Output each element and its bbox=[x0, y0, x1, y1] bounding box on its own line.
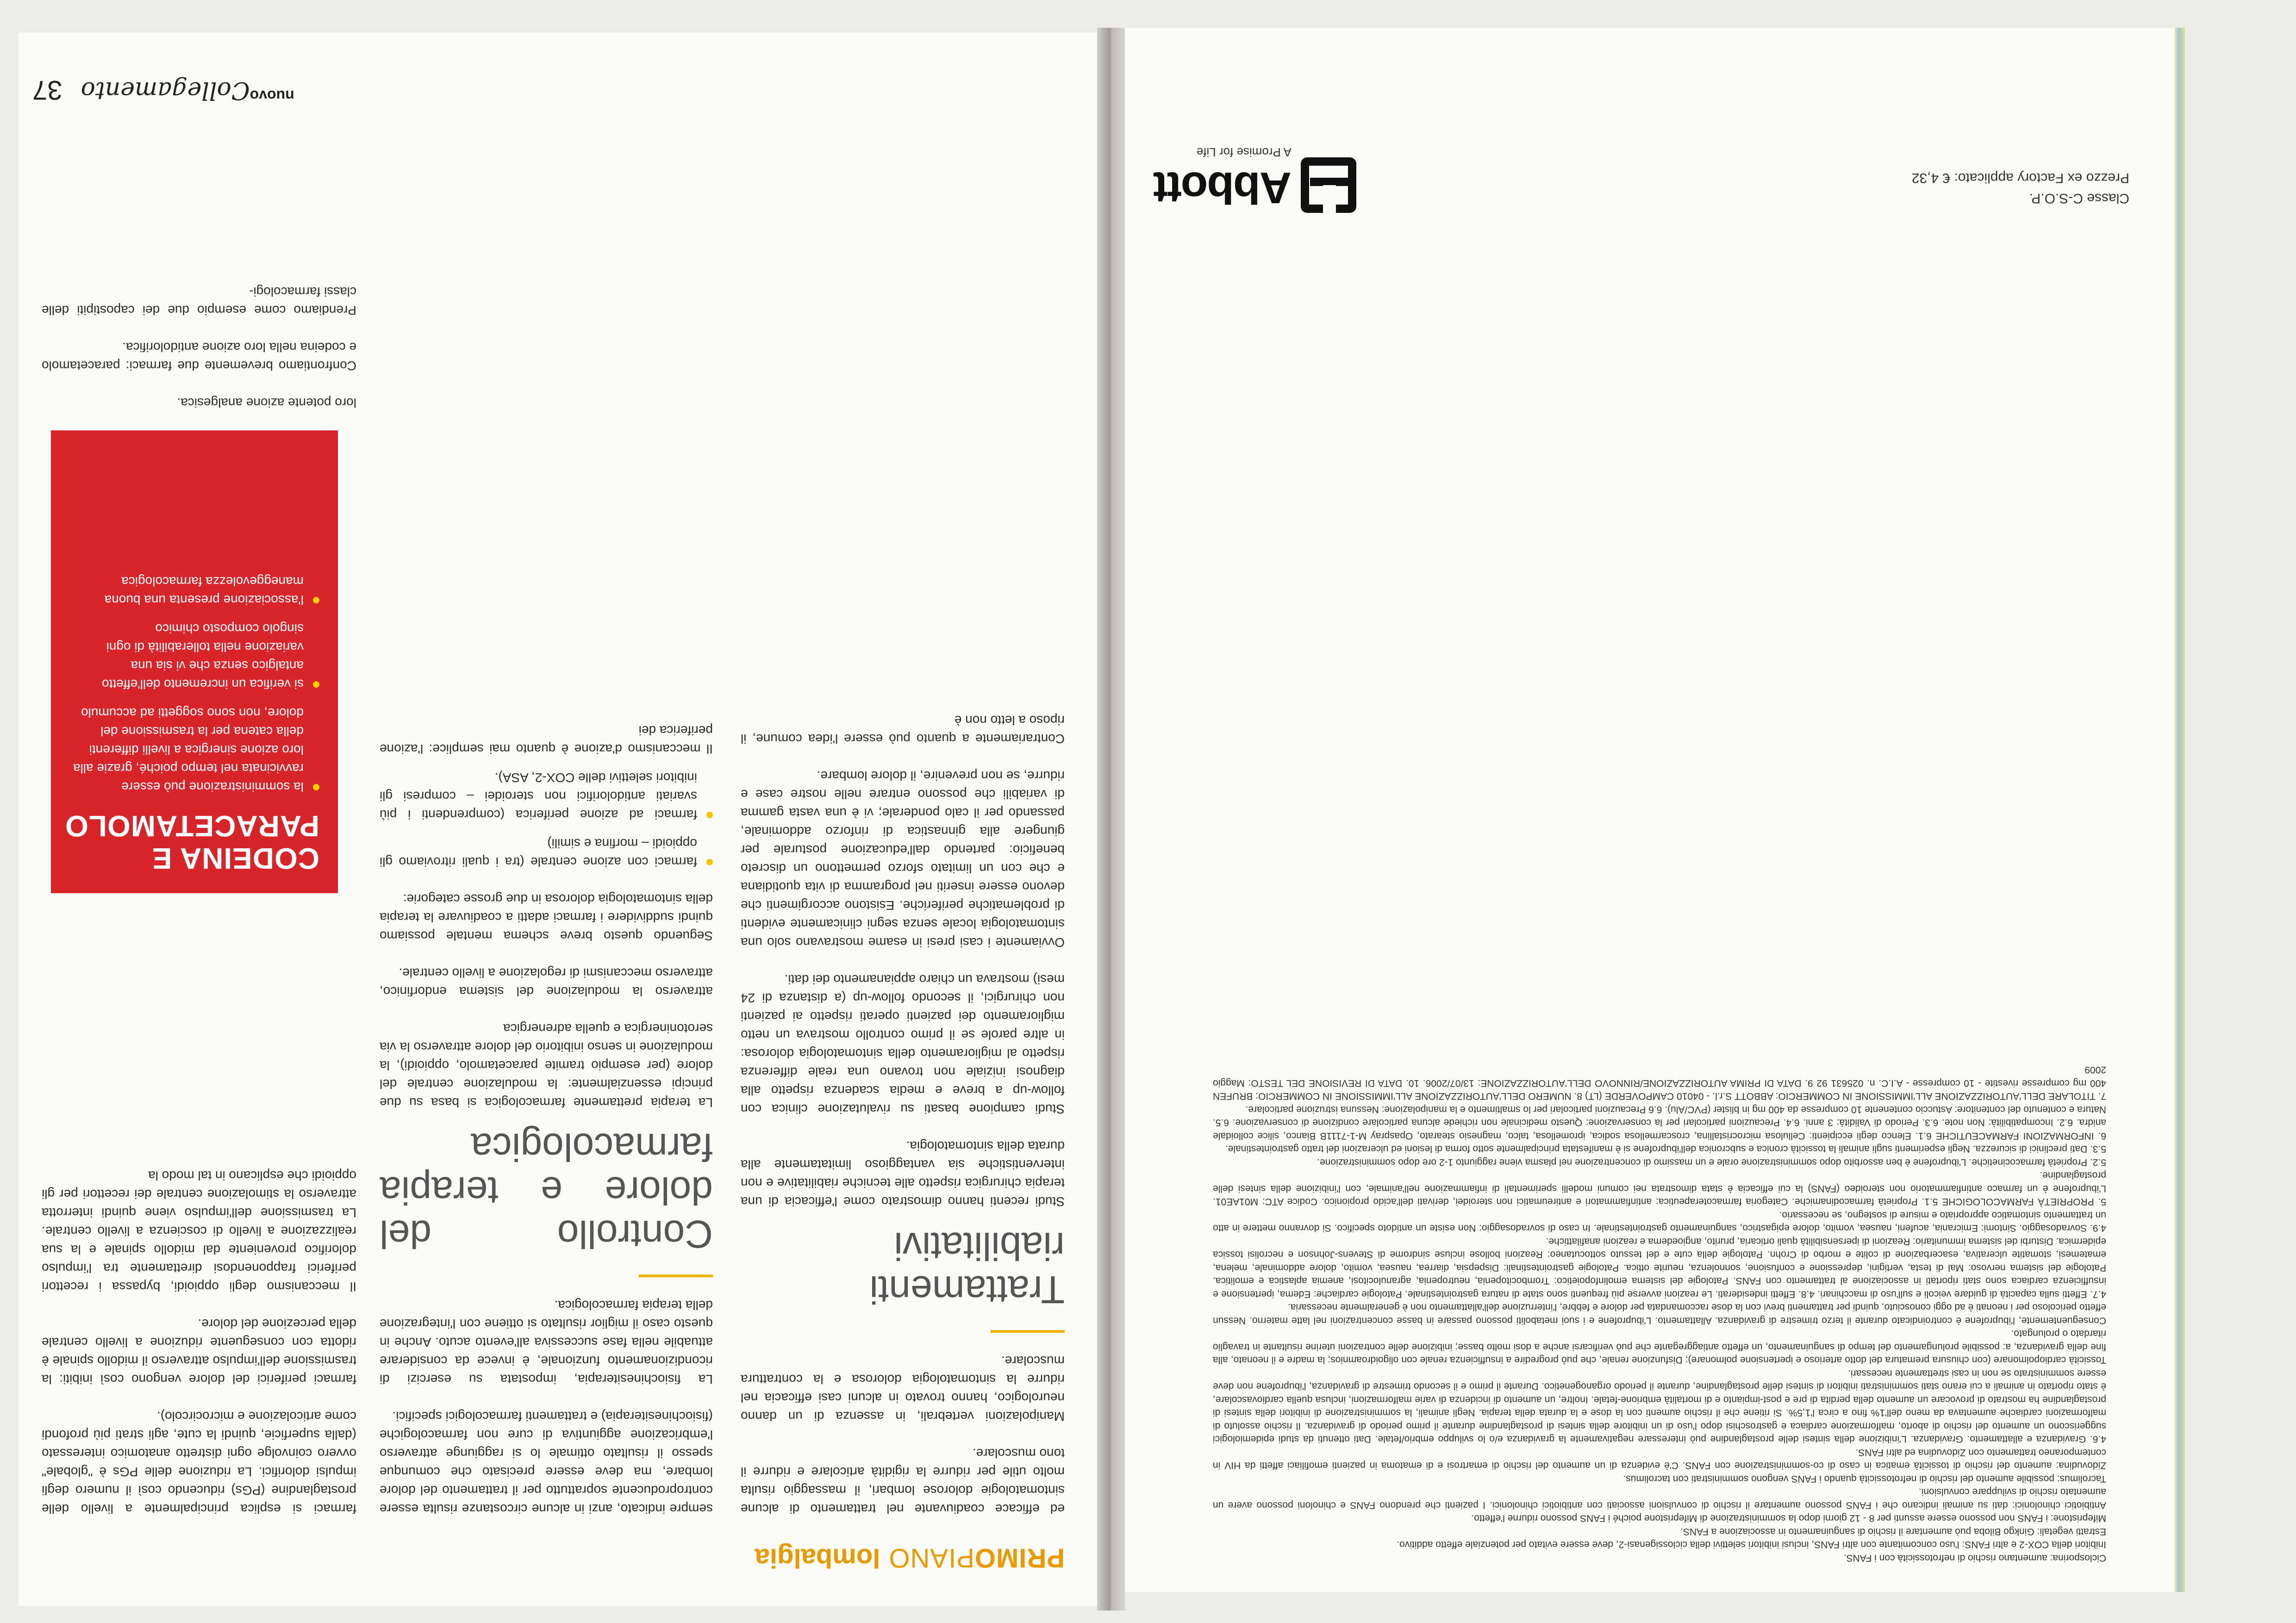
article-paragraph: Il meccanismo degli oppioidi, bypassa i recettori periferici frapponendosi direttamente tra l'impulso dolorifico proveniente dal midollo spinale e la sua realizzazione a livello di coscienza a livello centrale. La trasmissione dell'impulso viene quindi interrotta attraverso la stimolazione centrale dei recettori per gli oppioidi che esplicano in tal modo la bbox=[42, 1169, 356, 1294]
bullet-text: l'associazione presenta una buona maneggevolezza farmacologica bbox=[104, 574, 304, 607]
article-paragraph: La terapia prettamente farmacologica si basa su due principi essenzialmente: la modulazione centrale del dolore (per esempio tramite paracetamolo, oppioidi), la modulazione in senso inibitorio del dolore attraverso la via serotoninergica e quella adrenergica bbox=[380, 1021, 713, 1110]
price-class: Classe C-S.O.P. bbox=[2029, 191, 2129, 206]
bullet-dot bbox=[706, 859, 713, 865]
abbott-logo-icon bbox=[1301, 157, 1356, 213]
article-column-1-tail bbox=[42, 264, 356, 412]
sidebar-bullet bbox=[69, 703, 319, 796]
article-paragraph: sempre indicato, anzi in alcune circostanze risulta essere controproducente soprattutto per il trattamento del dolore lombare, ma deve essere precisato che comunque spesso il risultato ottimale lo si raggiunge attraverso l'embricazione aggiuntiva di cure non farmacologiche (fisiochinesiterapia) e trattamenti farmacologici specifici. bbox=[380, 1409, 713, 1516]
article-paragraph: Contrariamente a quanto può essere l'idea comune, il riposo a letto non è bbox=[741, 713, 1065, 746]
drug-leaflet-text bbox=[1213, 1063, 2106, 1564]
leaflet-paragraph: Ciclosporina: aumentano rischio di nefrotossicità con i FANS. bbox=[1843, 1553, 2106, 1563]
sidebar-bullet bbox=[69, 619, 319, 693]
bullet-dot bbox=[313, 681, 319, 688]
leaflet-paragraph: 4.6. Gravidanza e allattamento. Gravidanza. L'inibizione della sintesi delle prostaglandine può interessare negativamente la gravidanza e/o lo sviluppo embrio/fetale. Dati ottenuti da studi epidemiologici suggeriscono un aumento del rischio di aborto, malformazione cardiaca e gastroschisi dopo l'uso di un inibitore della sintesi di prostaglandine durante il primo periodo di gravidanza. Il rischio assoluto di malformazioni cardiache aumentava da meno dell'1% fino a circa l'1,5%. Si ritiene che il rischio aumenti con la dose e la durata della terapia. Negli animali, la somministrazione di inibitori della sintesi di prostaglandine ha mostrato di provocare un aumento della perdita di pre e post-impianto e di mortalità embrione-fetale. Inoltre, un aumento di incidenza di varie malformazioni, inclusa quella cardiovascolare, è stato riportato in animali a cui erano stati somministrati inibitori di sintesi delle prostaglandine, durante il periodo organogenetico. Durante il primo e il secondo trimestre di gravidanza, l'ibuprofene non deve essere somministrato se non in casi strettamente necessari. bbox=[1213, 1368, 2106, 1445]
bullet-text: la somministrazione può essere ravvicinata nel tempo poiché, grazie alla loro azione sinergica a livelli differenti della catena per la trasmissione del dolore, non sono soggetti ad accumulo bbox=[73, 706, 304, 794]
leaflet-paragraph: Estratti vegetali: Ginkgo Biloba può aumentare il rischio di sanguinamento in associazione a FANS. bbox=[1680, 1526, 2106, 1537]
left-page-rotated-content bbox=[19, 32, 1097, 1606]
abbott-logo bbox=[1154, 134, 1356, 218]
page-gutter bbox=[1097, 28, 1125, 1611]
article-paragraph: Il meccanismo d'azione è quanto mai semplice: l'azione periferica dei bbox=[380, 723, 713, 756]
subhead-rule bbox=[639, 1275, 713, 1277]
magazine-name bbox=[81, 76, 294, 104]
subhead-rule bbox=[991, 1330, 1065, 1333]
page-number-block bbox=[32, 69, 294, 111]
page-number: 37 bbox=[32, 75, 62, 106]
article-paragraph: farmaci si esplica principalmente a livello delle prostaglandine (PGs) riducendo così il numero degli impulsi dolorifici. La riduzione delle PGs è "globale" ovvero coinvolge ogni distretto anatomico interessato (dalla superficie, quindi la cute, agli strati più profondi come articolazione e microcircolo). bbox=[42, 1409, 356, 1516]
left-page bbox=[19, 32, 1097, 1606]
leaflet-paragraph: Inibitori della COX-2 e altri FANS: l'uso concomitante con altri FANS, inclusi inibitori selettivi della ciclossigenasi-2, deve essere evitato per potenziale effetto additivo. bbox=[1397, 1539, 2106, 1550]
bullet-item bbox=[380, 768, 713, 824]
magazine-prefix: nuovo bbox=[250, 87, 294, 104]
bullet-text: si verifica un incremento dell'effetto antalgico senza che vi sia una variazione nella tollerabilità di ogni singolo composto chimico bbox=[102, 622, 304, 691]
subhead-controllo-dolore: Controllo del dolore e terapia farmacologica bbox=[380, 1126, 713, 1256]
leaflet-paragraph: 4.9. Sovradosaggio. Sintomi: Emicrania, acufeni, nausea, vomito, dolore epigastrico, sanguinamento gastrointestinale. In caso di sovradosaggio: Non esiste un antidoto specifico. Si dovranno mettere in atto un trattamento sintomatico appropriato e misure di sostegno, se necessario. bbox=[1213, 1210, 2106, 1234]
article-paragraph: attraverso la modulazione del sistema endorfinico, attraverso meccanismi di regolazione a livello centrale. bbox=[380, 966, 713, 999]
article-paragraph: Seguendo questo breve schema mentale possiamo quindi suddividere i farmaci adatti a coadiuvare la terapia della sintomatologia dolorosa in due grosse categorie: bbox=[380, 892, 713, 943]
article-column-2 bbox=[380, 703, 713, 1518]
leaflet-paragraph: 5.2. Proprietà farmacocinetiche. L'ibuprofene è ben assorbito dopo somministrazione orale e un massimo di concentrazione nel plasma viene raggiunto 1-2 ore dopo somministrazione. bbox=[1317, 1157, 2106, 1168]
codeina-paracetamolo-box bbox=[51, 430, 338, 893]
leaflet-paragraph: Conseguentemente, l'ibuprofene è controindicato durante il terzo trimestre di gravidanza. Allattamento. L'ibuprofene e i suoi metaboliti possono passare in basse concentrazioni nel latte materno. Nessun effetto pericoloso per i neonati è ad oggi conosciuto, quindi per trattamenti brevi con la dose raccomandata per dolore e febbre, l'interruzione dell'allattamento non è generalmente necessaria. bbox=[1213, 1302, 2106, 1326]
subhead-trattamenti: Trattamenti riabilitativi bbox=[869, 1225, 1065, 1312]
leaflet-paragraph: Tacrolimus: possibile aumento del rischio di nefrotossicità quando i FANS vengono somministrati con tacrolimus. bbox=[1623, 1474, 2106, 1484]
leaflet-paragraph: 6. INFORMAZIONI FARMACEUTICHE 6.1. Elenco degli eccipienti: Cellulosa microcristallina, croscarmellosa sodica, ipromellosa, talco, magnesio stearato, Opaspray M-1-7111B Bianco, silice colloidale anidra. 6.2. Incompatibilità: Non note. 6.3. Periodo di Validità: 3 anni. 6.4. Precauzioni particolari per la conservazione: Questo medicinale non richiede alcuna particolare condizione di conservazione. 6.5. Natura e contenuto del contenitore: Astuccio contenente 10 compresse da 400 mg in blister (PVC/Alu). 6.6 Precauzioni particolari per lo smaltimento e la manipolazione: Nessuna istruzione particolare. bbox=[1213, 1104, 2106, 1141]
magazine-title: Collegamento bbox=[81, 76, 250, 104]
sidebar-bullet bbox=[69, 572, 319, 609]
right-page bbox=[1125, 28, 2185, 1592]
article-paragraph: Ovviamente i casi presi in esame mostravano solo una sintomatologia locale senza segni clinicamente evidenti di problematiche periferiche. Esistono accorgimenti che devono essere inseriti nel programma di vita quotidiana e che con un limitato sforzo permettono un discreto beneficio: partendo dall'educazione posturale per giungere alla ginnastica di rinforzo addominale, passando per il calo ponderale; vi è una vasta gamma di variabili che possono entrare nelle nostre case e ridurre, se non prevenire, il dolore lombare. bbox=[741, 769, 1065, 950]
folio-piano: PIANO bbox=[888, 1543, 974, 1573]
sidebar-title: CODEINA E PARACETAMOLO bbox=[64, 809, 319, 875]
leaflet-paragraph: Tossicità cardiopolmonare (con chiusura prematura del dotto arterioso e ipertensione polmonare); Disfunzione renale, che può progredire a insufficienza renale con oligoidroamnios; la madre e il neonato, alla fine della gravidanza, a: possibile prolungamento del tempo di sanguinamento, un effetto antiaggregante che può verificarsi anche a dosi molto basse; inibizione delle contrazioni uterine risultante in travaglio ritardato o prolungato. bbox=[1213, 1328, 2106, 1366]
leaflet-paragraph: Zidovudina: aumento del rischio di tossicità ematica in caso di co-somministrazione con FANS. C'è evidenza di un aumento del rischio di emartrosi e di ematoma in pazienti emofiliaci affetti da HIV in contemporaneo trattamento con Zidovudina ed altri FANS. bbox=[1213, 1447, 2106, 1471]
page-edge-color-strip bbox=[2175, 28, 2185, 1592]
bullet-text: farmaci con azione centrale (tra i quali ritroviamo gli oppioidi – morfina e simili) bbox=[380, 836, 697, 869]
bullet-dot bbox=[706, 812, 713, 818]
article-paragraph: La fisiochinesiterapia, impostata su esercizi di ricondizionamento funzionale, è invece da considerare attuabile nella fase successiva all'evento acuto. Anche in questo caso il miglior risultato si ottiene con l'integrazione della terapia farmacologica. bbox=[380, 1298, 713, 1387]
article-paragraph: Prendiamo come esempio due dei capostipiti delle classi farmacologi- bbox=[42, 285, 356, 317]
article-paragraph: Studi recenti hanno dimostrato come l'efficacia di una terapia chirurgica rispetto alle tecniche riabilitative e non interventistiche sia vantaggioso limitatamente alla durata della sintomatologia. bbox=[741, 1139, 1065, 1209]
article-paragraph: Confrontiamo brevemente due farmaci: paracetamolo e codeina nella loro azione antidolorifica. bbox=[42, 340, 356, 373]
folio-primo: PRIMO bbox=[974, 1543, 1065, 1573]
abbott-tagline: A Promise for Life bbox=[1196, 145, 1292, 159]
article-paragraph: ed efficace coadiuvante nel trattamento di alcune sintomatologie dolorose lombari, il massaggio risulta molto utile per ridurre la rigidità articolare e ridurre il tono muscolare. bbox=[741, 1446, 1065, 1516]
leaflet-paragraph: 5.3. Dati preclinici di sicurezza. Negli esperimenti sugli animali la tossicità cronica e subcronica dell'ibuprofene si è manifestata principalmente sotto forma di lesioni ed ulcerazioni del tratto gastrointestinale. bbox=[1225, 1144, 2106, 1155]
article-paragraph: loro potente azione analgesica. bbox=[177, 396, 356, 410]
bullet-item bbox=[380, 834, 713, 871]
price-ex-factory: Prezzo ex Factory applicato: € 4,32 bbox=[1911, 170, 2129, 186]
article-paragraph: Studi campione basati su rivalutazione clinica con follow-up a breve e media scadenza rispetto alla diagnosi iniziale non trovano una reale differenza rispetto al miglioramento della sintomatologia dolorosa: in altre parole se il primo controllo mostrava un netto miglioramento dei pazienti operati rispetto ai pazienti non chirurgici, il secondo follow-up (a distanza di 24 mesi) mostrava un chiaro appianamento dei dati. bbox=[741, 972, 1065, 1116]
leaflet-paragraph: 4.7. Effetti sulla capacità di guidare veicoli e sull'uso di macchinari. 4.8. Effetti indesiderati. Le reazioni avverse più frequenti sono state di natura gastrointestinale. Patologie cardiache: Edema, ipertensione e insufficienza cardiaca sono stati riportati in associazione al trattamento con FANS. Patologie del sistema emolinfopoietico: Trombocitopenia, neutropenia, agranulocitosi, anemia aplastica e emolitica. Patologie del sistema nervoso: Mal di testa, vertigini, depressione e confusione, sonnolenza, neurite ottica. Patologie gastrointestinali: Dispepsia, diarrea, nausea, vomito, dolore addominale, melena, ematemesi, stomatite ulcerativa, esacerbazione di colite e morbo di Crohn. Patologie della cute e del tessuto sottocutaneo: Reazioni bollose incluse sindrome di Stevens-Johnson e necrolisi tossica epidermica. Disturbi del sistema immunitario: Reazioni di ipersensibilità quali orticaria, prurito, angioedema e reazioni anafilattiche. bbox=[1213, 1236, 2106, 1300]
bullet-text: farmaci ad azione periferica (comprendenti i più svariati antidolorifici non steroidei – compresi gli inibitori selettivi delle COX-2, ASA). bbox=[380, 771, 697, 822]
leaflet-paragraph: 7. TITOLARE DELL'AUTORIZZAZIONE ALL'IMMISSIONE IN COMMERCIO: ABBOTT S.r.l. - 04010 CAMPOVERDE (LT) 8. NUMERO DELL'AUTORIZZAZIONE ALL'IMMISSIONE IN COMMERCIO: BRUFEN 400 mg compresse rivestite - 10 compresse - A.I.C. n. 025631 92 9. DATA DI PRIMA AUTORIZZAZIONE/RINNOVO DELL'AUTORIZZAZIONE: 13/07/2006. 10. DATA DI REVISIONE DEL TESTO: Maggio 2009 bbox=[1213, 1064, 2106, 1102]
article-paragraph: Manipolazioni vertebrali, in assenza di un danno neurologico, hanno trovato in alcuni casi efficacia nel ridurre la sintomatologia dolorosa e la contrattura muscolare. bbox=[741, 1354, 1065, 1424]
leaflet-paragraph: Mifepristone: i FANS non possono essere assunti per 8 - 12 giorni dopo la somministrazione di Mifepristone poiché i FANS possono ridurne l'effetto. bbox=[1471, 1513, 2106, 1524]
abbott-wordmark: Abbott bbox=[1154, 163, 1292, 212]
article-column-3 bbox=[741, 692, 1065, 1518]
right-page-rotated-content bbox=[1125, 28, 2185, 1592]
folio-topic: lombalgia bbox=[755, 1543, 880, 1573]
article-paragraph: farmaci periferici del dolore vengono così inibiti: la trasmissione dell'impulso attraverso il midollo spinale è ridotta con conseguente riduzione a livello centrale della percezione del dolore. bbox=[42, 1317, 356, 1387]
leaflet-paragraph: Antibiotici chinolonici: dati su animali indicano che i FANS possono aumentare il rischio di convulsioni associati con antibiotici chinolonici. I pazienti che prendono FANS e chinoloni possono avere un aumentato rischio di sviluppare convulsioni. bbox=[1213, 1486, 2106, 1511]
bullet-dot bbox=[313, 597, 319, 603]
article-column-1 bbox=[42, 1148, 356, 1518]
price-info bbox=[1666, 168, 2129, 208]
bullet-dot bbox=[313, 784, 319, 790]
section-folio bbox=[417, 1541, 1065, 1573]
leaflet-paragraph: 5. PROPRIETÀ FARMACOLOGICHE 5.1. Proprietà farmacodinamiche. Categoria farmacoterapeutica: antinfiammatori e antireumatici non steroidei, derivati dell'acido propionico. Codice ATC: M01AE01. L'ibuprofene è un farmaco antinfiammatorio non steroideo (FANS) la cui efficacia è stata dimostrata nei comuni modelli sperimentali di infiammazione nell'animale, con l'inibizione della sintesi delle prostaglandine. bbox=[1213, 1170, 2106, 1207]
